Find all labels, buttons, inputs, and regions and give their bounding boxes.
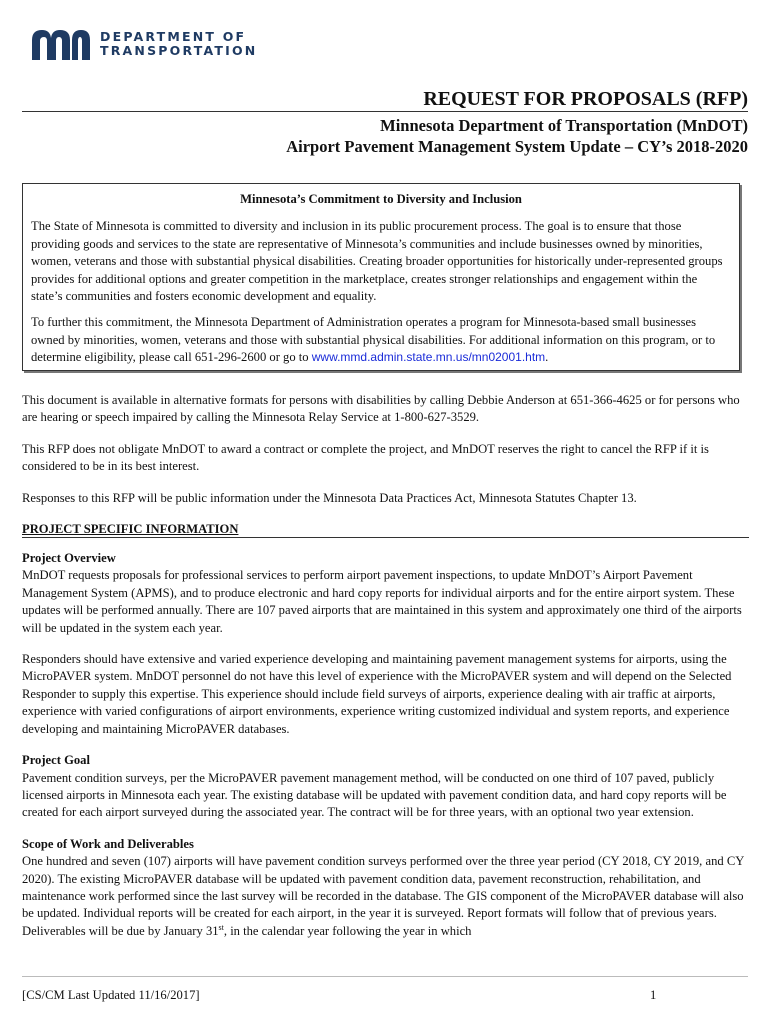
scope-text: One hundred and seven (107) airports will have pavement condition surveys performed over the three year period (CY 2018, CY 2019, and CY 2020). The existing MicroPAVER database will be updated with pavement condition data, pavement reconstruction, rehabilitation, and maintenance work performed since the last survey will be recorded in the database. The GIS component of the MicroPAVER database will also be updated. Individual reports will be created for each airport, in the year it is surveyed. Report formats will follow that of previous years. Deliverables will be due by January 31 [22, 854, 744, 938]
title-divider [22, 111, 748, 112]
diversity-paragraph-2-text: To further this commitment, the Minnesota Department of Administration operates a program for Minnesota-based small businesses owned by minorities, women, veterans and those with substantial physical disabilities. For additional information on this program, or to determine eligibility, please call 651-296-2600 or go to [31, 315, 716, 365]
public-info-paragraph: Responses to this RFP will be public information under the Minnesota Data Practices Act, Minnesota Statutes Chapter 13. [22, 490, 637, 505]
diversity-paragraph-1: The State of Minnesota is committed to diversity and inclusion in its public procurement process. The goal is to ensure that those providing goods and services to the state are representative of Minnesota’s communities and include businesses owned by minorities, women, veterans and those with substantial physical disabilities. Creating broader opportunities for historically under-represented groups provides for additional options and greater competition in the marketplace, creates stronger relationships and engagement within the state’s communities and fosters economic development and equality. [31, 219, 723, 304]
overview-paragraph: MnDOT requests proposals for professional services to perform airport pavement inspections, to update MnDOT’s Airport Pavement Management System (APMS), and to produce electronic and hard copy reports for individual airports and for the entire airport system. These updates will be performed annually. There are 107 paved airports that are maintained in this system and approximately one third of the airports will be updated in the system each year. [22, 568, 742, 635]
overview-heading: Project Overview [22, 551, 116, 566]
logo-line-1: DEPARTMENT OF [100, 29, 247, 44]
goal-paragraph: Pavement condition surveys, per the MicroPAVER pavement management method, will be conducted on one third of 107 paved, publicly licensed airports in Minnesota each year. The existing database will be updated with pavement condition data, and hard copy reports will be created for each airport surveyed during the associated year. The contract will be for three years, with an optional two year extension. [22, 770, 727, 820]
alt-formats-paragraph: This document is available in alternative formats for persons with disabilities by calling Debbie Anderson at 651-366-4625 or for persons who are hearing or speech impaired by calling the Minnesota Relay Service at 1-800-627-3529. [22, 393, 740, 425]
mmd-link[interactable]: www.mmd.admin.state.mn.us/mn02001.htm [311, 350, 546, 365]
responders-paragraph: Responders should have extensive and varied experience developing and maintaining pavement management systems for airports, using the MicroPAVER system. MnDOT personnel do not have this level of experience with the MicroPAVER system and will depend on the Selected Responder to supply this expertise. This experience should include field surveys of airports, experience dealing with air traffic at airports, experience with varied configurations of airport environments, experience writing customized individual and system reports, and experience developing and maintaining MicroPAVER databases. [22, 652, 732, 736]
page-number: 1 [650, 988, 657, 1002]
no-obligation-paragraph: This RFP does not obligate MnDOT to award a contract or complete the project, and MnDOT reserves the right to cancel the RFP if it is considered to be in its best interest. [22, 441, 709, 474]
agency-subtitle: Minnesota Department of Transportation (MnDOT) [380, 116, 748, 135]
scope-heading: Scope of Work and Deliverables [22, 836, 194, 851]
diversity-box-title: Minnesota’s Commitment to Diversity and Inclusion [240, 192, 522, 206]
goal-heading: Project Goal [22, 753, 90, 768]
link-suffix: . [545, 350, 549, 365]
footer-revision: [CS/CM Last Updated 11/16/2017] [22, 988, 200, 1002]
scope-paragraph [22, 853, 749, 940]
section-heading: PROJECT SPECIFIC INFORMATION [22, 521, 749, 538]
scope-superscript: st [218, 922, 224, 932]
diversity-box [22, 183, 740, 371]
footer-divider [22, 976, 748, 977]
diversity-paragraph-2 [31, 314, 731, 366]
mn-logo-icon [30, 26, 92, 62]
logo-wordmark [100, 30, 257, 58]
mndot-logo [30, 26, 257, 62]
document-body [22, 392, 749, 952]
logo-line-2: TRANSPORTATION [100, 43, 258, 58]
project-subtitle: Airport Pavement Management System Update – CY’s 2018-2020 [286, 137, 748, 156]
scope-tail: , in the calendar year following the year in which [223, 923, 472, 938]
page-title: REQUEST FOR PROPOSALS (RFP) [423, 88, 748, 110]
